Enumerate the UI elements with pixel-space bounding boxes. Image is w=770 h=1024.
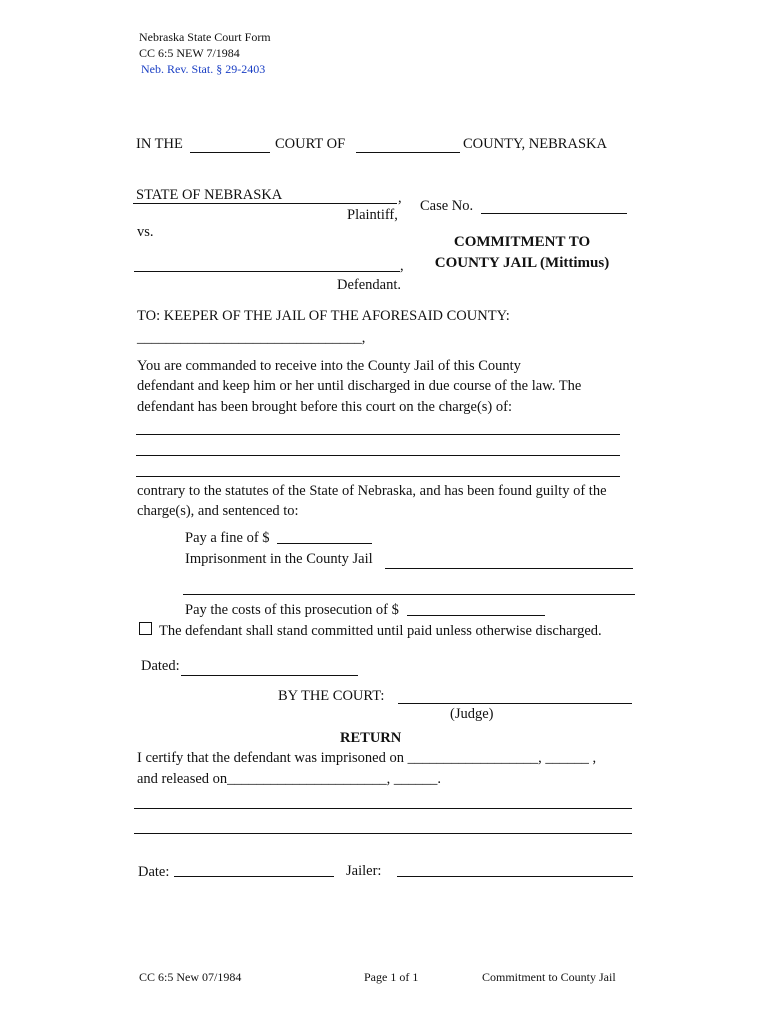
dated-blank[interactable] (181, 675, 358, 676)
return-title: RETURN (340, 730, 402, 746)
return-date-label: Date: (138, 864, 170, 880)
court-name-blank[interactable] (190, 152, 270, 153)
return-date-blank[interactable] (174, 876, 334, 877)
form-name: Nebraska State Court Form (139, 30, 271, 44)
defendant-label: Defendant. (337, 277, 402, 293)
command-paragraph-line3: defendant has been brought before this court on the charge(s) of: (137, 399, 512, 415)
county-name-blank[interactable] (356, 152, 460, 153)
statute-reference: Neb. Rev. Stat. § 29-2403 (141, 62, 266, 76)
court-of-label: COURT OF (275, 136, 346, 152)
command-paragraph-line2: defendant and keep him or her until discharged in due course of the law. The (137, 378, 582, 394)
costs-amount-blank[interactable] (407, 615, 545, 616)
document-title-line1: COMMITMENT TO (453, 234, 591, 250)
charges-blank-2[interactable] (136, 455, 620, 456)
costs-label: Pay the costs of this prosecution of $ (185, 602, 399, 618)
fine-amount-blank[interactable] (277, 543, 372, 544)
return-line1: I certify that the defendant was imprisoned on __________________, ______ , (137, 750, 597, 766)
plaintiff-line (133, 203, 397, 204)
imprisonment-term-blank[interactable] (385, 568, 633, 569)
imprisonment-term-blank-2[interactable] (183, 594, 635, 595)
defendant-comma: , (400, 258, 404, 274)
document-title-line2: COUNTY JAIL (Mittimus) (434, 255, 610, 271)
charges-blank-1[interactable] (136, 434, 620, 435)
defendant-name-blank[interactable] (134, 271, 400, 272)
jailer-signature-blank[interactable] (397, 876, 633, 877)
charges-blank-3[interactable] (136, 476, 620, 477)
command-paragraph-line1: You are commanded to receive into the County Jail of this County (137, 358, 521, 374)
jailer-label: Jailer: (346, 863, 382, 879)
case-no-label: Case No. (420, 198, 474, 214)
keeper-name-blank[interactable]: _______________________________, (137, 330, 366, 346)
plaintiff-label: Plaintiff, (347, 207, 398, 223)
committed-label: The defendant shall stand committed until paid unless otherwise discharged. (159, 623, 602, 639)
statutes-paragraph-line1: contrary to the statutes of the State of Nebraska, and has been found guilty of the (137, 483, 607, 499)
judge-signature-blank[interactable] (398, 703, 632, 704)
by-the-court-label: BY THE COURT: (278, 688, 385, 704)
judge-label: (Judge) (450, 706, 494, 722)
dated-label: Dated: (141, 658, 180, 674)
plaintiff-name: STATE OF NEBRASKA (136, 187, 283, 203)
to-keeper-line: TO: KEEPER OF THE JAIL OF THE AFORESAID COUNTY: (137, 308, 510, 324)
fine-label: Pay a fine of $ (185, 530, 270, 546)
form-code: CC 6:5 NEW 7/1984 (139, 46, 240, 60)
committed-checkbox[interactable] (139, 622, 152, 635)
imprisonment-label: Imprisonment in the County Jail (185, 551, 373, 567)
return-line2: and released on______________________, ______. (137, 771, 442, 787)
case-no-blank[interactable] (481, 213, 627, 214)
footer-form-title: Commitment to County Jail (482, 970, 616, 984)
return-blank-1[interactable] (134, 808, 632, 809)
in-the-label: IN THE (136, 136, 183, 152)
footer-form-code: CC 6:5 New 07/1984 (139, 970, 242, 984)
plaintiff-comma: , (398, 190, 402, 206)
footer-page-number: Page 1 of 1 (364, 970, 419, 984)
statutes-paragraph-line2: charge(s), and sentenced to: (137, 503, 299, 519)
vs-label: vs. (137, 224, 154, 240)
return-blank-2[interactable] (134, 833, 632, 834)
county-nebraska-label: COUNTY, NEBRASKA (463, 136, 607, 152)
